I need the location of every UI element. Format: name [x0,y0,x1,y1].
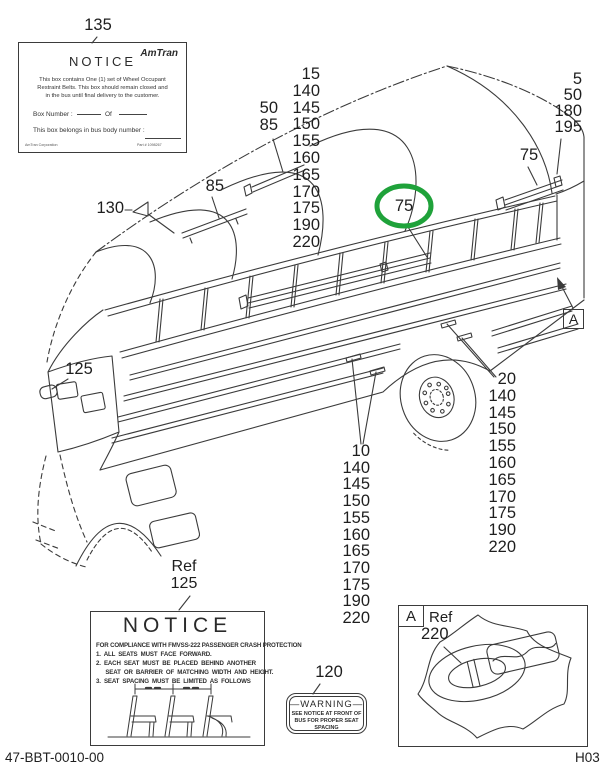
detail-box-letter: A [399,606,424,627]
box-number-label: Box Number : [33,111,73,118]
list-line: 190 [488,521,516,540]
list-line: 220 [342,609,370,628]
list-line: in the bus until final delivery to the customer. [45,93,160,99]
figure-number: 47-BBT-0010-00 [5,750,105,765]
detail-ref-number: 220 [421,625,449,643]
notice-body [19,76,186,100]
callout-120: 120 [315,663,343,681]
list-line: BUS FOR PROPER SEAT SPACING [294,718,359,731]
callout-ref-125 [162,558,206,592]
callout-130: 130 [96,199,124,217]
list-line: 20 [497,370,516,388]
list-line: 140 [292,81,320,100]
callout-column-right [476,371,516,556]
of-blank [119,113,147,115]
seat-notice-title: NOTICE [122,614,233,637]
rail-tracks [182,165,563,309]
list-line: 145 [342,475,370,494]
detail-view-a-box [398,605,588,747]
list-line: 175 [488,504,516,523]
warning-lines [287,711,366,732]
list-line: 155 [342,508,370,527]
callout-column-rear-top [544,71,582,135]
notice-title: NOTICE [68,54,137,69]
list-line: 155 [292,132,320,151]
list-line: 150 [342,492,370,511]
amtran-logo: AmTran [140,48,178,59]
list-line: 190 [292,216,320,235]
list-line: 175 [342,575,370,594]
list-line: SEE NOTICE AT FRONT OF [291,711,362,717]
list-line: 50 [259,99,278,117]
list-line: 180 [554,102,582,120]
list-line: Restraint Belts. This box should remain closed and [37,85,168,91]
list-line: 1. ALL SEATS MUST FACE FORWARD. [96,651,212,658]
clip-flag-icon [133,202,148,216]
list-line: 3. SEAT SPACING MUST BE LIMITED AS FOLLOWS [96,678,251,685]
belongs-label: This box belongs in bus body number : [33,127,145,134]
list-line: 150 [488,420,516,439]
list-line: 160 [488,453,516,472]
list-line: 170 [292,182,320,201]
list-line: 85 [259,116,278,134]
list-line: 190 [342,592,370,611]
list-line: 145 [292,98,320,117]
list-line: 220 [488,537,516,556]
list-line: 140 [488,386,516,405]
callout-85: 85 [205,177,224,195]
sheet-code: H03 [575,750,600,765]
fmvss-seat-notice-label [90,611,302,746]
callout-column-50-85 [248,100,278,134]
list-line: 50 [563,86,582,104]
detail-arrow-icon [557,277,566,290]
seat-notice-lines [96,641,302,686]
list-line: 5 [572,70,582,88]
corp-note: AmTran Corporation [25,142,58,147]
ref-number: 125 [170,575,198,592]
list-line: 145 [488,403,516,422]
list-line: FOR COMPLIANCE WITH FMVSS-222 PASSENGER CRASH PROTECTION [96,642,302,649]
list-line: 10 [351,442,370,460]
list-line: 175 [292,199,320,218]
list-line: SEAT OR BARRIER OF MATCHING WIDTH AND HEIGHT. [96,669,274,676]
ref-label: Ref [171,558,197,575]
rear-wheel [389,345,489,460]
list-line: 195 [554,118,582,136]
seat-spacing-warning-label [286,693,367,734]
detail-ref-label: Ref [429,609,453,626]
box-number-blank [77,113,101,115]
rear-cap [556,112,584,298]
list-line: 155 [488,437,516,456]
list-line: 170 [342,558,370,577]
callout-135: 135 [84,16,112,34]
part-note: Part # 1098267 [137,142,162,147]
callout-75-rear: 75 [519,146,539,164]
list-line: 220 [292,232,320,251]
list-line: 150 [292,115,320,134]
list-line: This box contains One (1) set of Wheel Occupant [39,77,166,83]
list-line: 160 [342,525,370,544]
body-number-blank [145,137,181,139]
detail-a-marker: A [563,309,584,329]
front-end [33,310,201,567]
list-line: 140 [342,458,370,477]
callout-column-top [280,66,320,251]
callout-column-mid [330,443,370,627]
list-line: 165 [292,165,320,184]
list-line: 165 [488,470,516,489]
callout-75-highlighted: 75 [394,197,414,215]
warning-title: —WARNING— [289,699,364,710]
list-line: 160 [292,148,320,167]
list-line: 165 [342,542,370,561]
wheel-occupant-notice-label [18,42,187,153]
of-label: Of [105,111,112,118]
list-line: 2. EACH SEAT MUST BE PLACED BEHIND ANOTHER [96,660,256,667]
list-line: 170 [488,487,516,506]
callout-125-front: 125 [65,360,93,378]
list-line: 15 [301,65,320,83]
